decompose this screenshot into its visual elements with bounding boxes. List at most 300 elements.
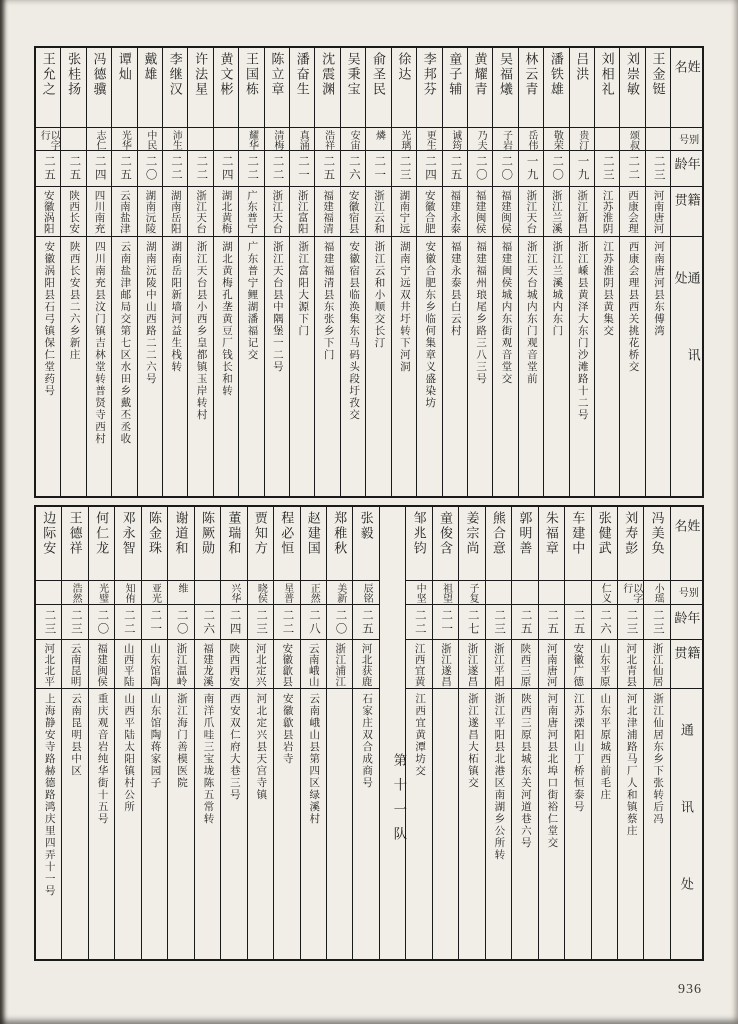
- person-age: 二一: [149, 609, 162, 636]
- header-native-cell: [671, 187, 702, 237]
- person-native-place: 福建闽侯: [474, 190, 486, 234]
- header-name-label: 姓名: [672, 519, 701, 562]
- person-name: 林云青: [523, 52, 539, 97]
- person-alias: 仁义: [599, 583, 611, 603]
- name-cell: [366, 48, 390, 128]
- person-address: 云南盐津邮局交第七区水田乡戴丕丞收: [119, 241, 131, 445]
- age-cell: [620, 151, 644, 187]
- address-cell: [36, 689, 61, 959]
- native-place-cell: [493, 187, 517, 237]
- header-age-label: 年龄: [672, 611, 701, 631]
- person-alias: 子复: [466, 583, 478, 603]
- person-alias: 乃夫: [475, 130, 487, 150]
- alias-cell: [115, 581, 140, 605]
- person-column: [264, 48, 289, 496]
- person-address: 湖南沅陵中山西路二二六号: [144, 241, 156, 385]
- address-cell: [265, 237, 289, 496]
- name-cell: [406, 507, 431, 581]
- person-column: [300, 507, 326, 959]
- age-cell: [195, 605, 220, 640]
- person-name: 张毅: [358, 511, 374, 541]
- name-cell: [115, 507, 140, 581]
- address-cell: [112, 237, 136, 496]
- person-age: 二〇: [334, 609, 347, 636]
- person-alias: 燐: [373, 130, 385, 140]
- name-cell: [36, 48, 60, 128]
- person-name: 刘寿彭: [623, 511, 639, 556]
- person-name: 郑稚秋: [332, 511, 348, 556]
- alias-cell: [353, 581, 378, 605]
- alias-cell: [315, 128, 339, 151]
- group-divider: [379, 507, 405, 959]
- native-place-cell: [539, 640, 564, 689]
- age-cell: [301, 605, 326, 640]
- person-age: 二二: [122, 609, 135, 636]
- person-name: 邓永智: [120, 511, 136, 556]
- person-native-place: 福建永泰: [449, 190, 461, 234]
- alias-cell: [565, 581, 590, 605]
- person-native-place: 陕西长安: [68, 190, 80, 234]
- person-name: 吴福爔: [498, 52, 514, 97]
- person-age: 二三: [625, 609, 638, 636]
- person-address: 福建福州琅尾乡路三八三号: [475, 241, 487, 385]
- native-place-cell: [188, 187, 212, 237]
- person-column: [162, 48, 187, 496]
- person-name: 黄耀青: [472, 52, 488, 97]
- native-place-cell: [239, 187, 263, 237]
- person-name: 贾知方: [252, 511, 268, 556]
- person-address: 浙江天台县中隅堡一二号: [271, 241, 283, 373]
- age-cell: [592, 605, 617, 640]
- person-native-place: 河南唐河: [545, 643, 557, 687]
- address-cell: [248, 689, 273, 959]
- person-column: [247, 507, 273, 959]
- name-cell: [188, 48, 212, 128]
- age-cell: [290, 151, 314, 187]
- person-column: [187, 48, 212, 496]
- name-cell: [239, 48, 263, 128]
- person-column: [538, 507, 564, 959]
- person-alias: 颂叔: [627, 130, 639, 150]
- age-cell: [62, 605, 87, 640]
- person-column: [114, 507, 140, 959]
- person-alias: 辰铭: [361, 583, 373, 603]
- age-cell: [486, 605, 511, 640]
- native-place-cell: [519, 187, 543, 237]
- person-native-place: 云南峨山: [307, 643, 319, 687]
- name-cell: [248, 507, 273, 581]
- name-cell: [493, 48, 517, 128]
- person-column: [111, 48, 136, 496]
- age-cell: [565, 605, 590, 640]
- person-alias: 光璧: [96, 583, 108, 603]
- person-age: 二五: [546, 609, 559, 636]
- header-native-label: 籍贯: [672, 646, 701, 674]
- native-place-cell: [36, 187, 60, 237]
- name-cell: [519, 48, 543, 128]
- address-cell: [221, 689, 246, 959]
- address-cell: [618, 689, 643, 959]
- name-cell: [539, 507, 564, 581]
- address-cell: [327, 689, 352, 959]
- header-age-label: 年龄: [672, 157, 701, 177]
- native-place-cell: [89, 640, 114, 689]
- address-cell: [486, 689, 511, 959]
- age-cell: [168, 605, 193, 640]
- address-cell: [89, 689, 114, 959]
- person-name: 沈震渊: [320, 52, 336, 97]
- alias-cell: [168, 581, 193, 605]
- person-native-place: 江苏淮阴: [601, 190, 613, 234]
- address-cell: [493, 237, 517, 496]
- native-place-cell: [443, 187, 467, 237]
- header-alias-cell: [671, 581, 702, 605]
- header-age-cell: [671, 605, 702, 640]
- person-name: 刘相礼: [599, 52, 615, 97]
- native-place-cell: [644, 640, 669, 689]
- person-name: 徐达: [396, 52, 412, 82]
- address-cell: [115, 689, 140, 959]
- person-name: 童子辅: [447, 52, 463, 97]
- person-column: [543, 48, 568, 496]
- person-name: 许法星: [193, 52, 209, 97]
- native-place-cell: [142, 640, 167, 689]
- person-column: [594, 48, 619, 496]
- person-native-place: 陕西西安: [228, 643, 240, 687]
- person-address: 福建福清县东张乡下门: [322, 241, 334, 361]
- person-alias: 光璃: [398, 130, 410, 150]
- address-cell: [188, 237, 212, 496]
- person-address: 广东普宁鲤湖潘福记交: [246, 241, 258, 361]
- person-address: 石家庄双合成商号: [361, 693, 373, 789]
- alias-cell: [221, 581, 246, 605]
- person-name: 朱福章: [543, 511, 559, 556]
- person-name: 边际安: [41, 511, 57, 556]
- person-native-place: 浙江天台: [525, 190, 537, 234]
- header-name-cell: [671, 48, 702, 128]
- person-name: 谭灿: [116, 52, 132, 82]
- person-alias: 真涌: [297, 130, 309, 150]
- person-age: 二六: [598, 609, 611, 636]
- alias-cell: [274, 581, 299, 605]
- header-native-cell: [671, 640, 702, 689]
- person-name: 何仁龙: [94, 511, 110, 556]
- person-native-place: 山东馆陶: [149, 643, 161, 687]
- person-alias: 浩然: [70, 583, 82, 603]
- age-cell: [618, 605, 643, 640]
- person-address: 南洋爪哇三宝垅陈五常转: [202, 693, 214, 825]
- person-alias: 知侑: [123, 583, 135, 603]
- name-cell: [327, 507, 352, 581]
- person-column: [137, 48, 162, 496]
- person-address: 浙江天台城内东门观音堂前: [525, 241, 537, 385]
- person-address: 浙江海门善模医院: [175, 693, 187, 789]
- person-name: 程必恒: [279, 511, 295, 556]
- native-place-cell: [595, 187, 619, 237]
- person-column: [167, 507, 193, 959]
- alias-cell: [570, 128, 594, 151]
- native-place-cell: [565, 640, 590, 689]
- age-cell: [392, 151, 416, 187]
- person-name: 刘崇敏: [625, 52, 641, 97]
- native-place-cell: [290, 187, 314, 237]
- person-address: 安徽涡阳县石弓镇保仁堂药号: [43, 241, 55, 397]
- name-cell: [315, 48, 339, 128]
- address-cell: [366, 237, 390, 496]
- page-number: 936: [678, 982, 702, 997]
- name-cell: [341, 48, 365, 128]
- alias-cell: [142, 581, 167, 605]
- header-alias-cell: [671, 128, 702, 151]
- age-cell: [468, 151, 492, 187]
- name-cell: [36, 507, 61, 581]
- native-place-cell: [392, 187, 416, 237]
- age-cell: [406, 605, 431, 640]
- person-native-place: 浙江新昌: [576, 190, 588, 234]
- address-cell: [392, 237, 416, 496]
- header-address-cell: [671, 237, 702, 496]
- person-age: 二三: [398, 155, 411, 182]
- alias-cell: [443, 128, 467, 151]
- person-native-place: 河北北平: [43, 643, 55, 687]
- person-age: 二七: [466, 609, 479, 636]
- address-cell: [539, 689, 564, 959]
- name-cell: [544, 48, 568, 128]
- age-cell: [188, 151, 212, 187]
- address-cell: [468, 237, 492, 496]
- age-cell: [512, 605, 537, 640]
- person-address: 浙江嵊县黄泽大东门沙滩路十二号: [576, 241, 588, 421]
- age-cell: [443, 151, 467, 187]
- name-cell: [392, 48, 416, 128]
- native-place-cell: [265, 187, 289, 237]
- alias-cell: [544, 128, 568, 151]
- alias-cell: [392, 128, 416, 151]
- name-cell: [163, 48, 187, 128]
- person-age: 二三: [69, 609, 82, 636]
- person-age: 二二: [413, 609, 426, 636]
- person-address: 重庆观音岩纯华街十五号: [96, 693, 108, 825]
- person-column: [617, 507, 643, 959]
- native-place-cell: [112, 187, 136, 237]
- person-native-place: 浙江云和: [372, 190, 384, 234]
- alias-cell: [301, 581, 326, 605]
- age-cell: [239, 151, 263, 187]
- person-address: 福建闽侯城内东街观音堂交: [500, 241, 512, 385]
- person-name: 陈厥勋: [199, 511, 215, 556]
- person-age: 二八: [308, 609, 320, 636]
- person-age: 二二: [169, 155, 182, 182]
- alias-cell: [539, 581, 564, 605]
- age-cell: [644, 605, 669, 640]
- native-place-cell: [163, 187, 187, 237]
- alias-cell: [493, 128, 517, 151]
- native-place-cell: [353, 640, 378, 689]
- person-alias: 中坚: [414, 583, 426, 603]
- name-cell: [592, 507, 617, 581]
- person-column: [273, 507, 299, 959]
- native-place-cell: [544, 187, 568, 237]
- header-name-label: 姓名: [672, 60, 701, 103]
- person-address: 江西宜黄潭坊交: [414, 693, 426, 777]
- native-place-cell: [341, 187, 365, 237]
- person-age: 二〇: [500, 155, 513, 182]
- person-native-place: 浙江富阳: [296, 190, 308, 234]
- native-place-cell: [570, 187, 594, 237]
- person-age: 二五: [572, 609, 585, 636]
- address-cell: [570, 237, 594, 496]
- person-native-place: 湖南沅陵: [144, 190, 156, 234]
- native-place-cell: [327, 640, 352, 689]
- address-cell: [290, 237, 314, 496]
- name-cell: [565, 507, 590, 581]
- name-cell: [301, 507, 326, 581]
- address-cell: [433, 689, 458, 959]
- person-address: 安徽合肥东乡临何集章义盛染坊: [424, 241, 436, 409]
- person-address: 河南唐河县东傅湾: [652, 241, 664, 337]
- person-name: 熊合意: [490, 511, 506, 556]
- person-age: 二四: [93, 155, 106, 182]
- person-address: 湖南岳阳新墙河益生栈转: [170, 241, 182, 373]
- group-divider-label: 第十一队: [391, 753, 407, 851]
- person-address: 浙江仙居东乡下张转后冯: [652, 693, 664, 825]
- header-column: [670, 48, 702, 496]
- person-address: 陕西三原县城东关河道巷六号: [519, 693, 531, 849]
- person-name: 王德祥: [67, 511, 83, 556]
- person-address: 浙江天台县小西乡皇都镇玉岸转村: [195, 241, 207, 421]
- native-place-cell: [138, 187, 162, 237]
- person-name: 陈金珠: [147, 511, 163, 556]
- native-place-cell: [61, 187, 85, 237]
- age-cell: [221, 605, 246, 640]
- name-cell: [417, 48, 441, 128]
- person-column: [36, 507, 61, 959]
- alias-cell: [341, 128, 365, 151]
- alias-cell: [618, 581, 643, 605]
- person-age: 二四: [220, 155, 233, 182]
- alias-cell: [486, 581, 511, 605]
- person-column: [619, 48, 644, 496]
- person-alias: 沛生: [170, 130, 182, 150]
- person-native-place: 浙江天台: [195, 190, 207, 234]
- name-cell: [138, 48, 162, 128]
- age-cell: [163, 151, 187, 187]
- person-column: [238, 48, 263, 496]
- person-column: [645, 48, 670, 496]
- person-native-place: 西康会理: [627, 190, 639, 234]
- native-place-cell: [195, 640, 220, 689]
- person-native-place: 浙江天台: [271, 190, 283, 234]
- age-cell: [570, 151, 594, 187]
- alias-cell: [36, 128, 60, 151]
- address-cell: [544, 237, 568, 496]
- address-cell: [239, 237, 263, 496]
- age-cell: [36, 151, 60, 187]
- person-alias: 志仁: [94, 130, 106, 150]
- person-alias: 祖望: [440, 583, 452, 603]
- header-address-label: 通讯处: [678, 723, 694, 954]
- age-cell: [433, 605, 458, 640]
- address-cell: [620, 237, 644, 496]
- address-cell: [565, 689, 590, 959]
- person-native-place: 安徽宿县: [347, 190, 359, 234]
- person-alias: 贵汀: [576, 130, 588, 150]
- person-name: 赵建国: [305, 511, 321, 556]
- person-name: 谢道和: [173, 511, 189, 556]
- person-address: 山东馆陶蒋家园子: [149, 693, 161, 789]
- person-column: [458, 507, 484, 959]
- person-address: 浙江富阳大源下门: [297, 241, 309, 337]
- person-name: 吴秉宝: [345, 52, 361, 97]
- age-cell: [417, 151, 441, 187]
- address-cell: [459, 689, 484, 959]
- name-cell: [221, 507, 246, 581]
- age-cell: [142, 605, 167, 640]
- address-cell: [195, 689, 220, 959]
- address-cell: [214, 237, 238, 496]
- address-cell: [341, 237, 365, 496]
- age-cell: [595, 151, 619, 187]
- person-age: 二三: [601, 155, 614, 182]
- person-name: 李邦芬: [421, 52, 437, 97]
- name-cell: [570, 48, 594, 128]
- person-column: [352, 507, 378, 959]
- age-cell: [265, 151, 289, 187]
- native-place-cell: [274, 640, 299, 689]
- person-address: 云南昆明县中区: [70, 693, 82, 777]
- native-place-cell: [620, 187, 644, 237]
- person-name: 王允之: [40, 52, 56, 97]
- person-name: 陈立章: [269, 52, 285, 97]
- alias-cell: [459, 581, 484, 605]
- person-age: 二〇: [551, 155, 564, 182]
- age-cell: [539, 605, 564, 640]
- alias-cell: [327, 581, 352, 605]
- person-native-place: 云南昆明: [69, 643, 81, 687]
- person-age: 二四: [424, 155, 437, 182]
- person-native-place: 江西宜黄: [413, 643, 425, 687]
- alias-cell: [195, 581, 220, 605]
- alias-cell: [417, 128, 441, 151]
- person-age: 二三: [493, 609, 506, 636]
- person-native-place: 福建闽侯: [96, 643, 108, 687]
- person-column: [511, 507, 537, 959]
- native-place-cell: [592, 640, 617, 689]
- person-column: [492, 48, 517, 496]
- person-address: 河南唐河县北埠口街裕仁堂交: [546, 693, 558, 849]
- person-native-place: 湖北黄梅: [220, 190, 232, 234]
- person-age: 二〇: [96, 609, 109, 636]
- person-name: 姜宗尚: [464, 511, 480, 556]
- name-cell: [62, 507, 87, 581]
- person-column: [569, 48, 594, 496]
- header-alias-label: 别号: [676, 134, 698, 145]
- person-address: 浙江兰溪城内东门: [551, 241, 563, 337]
- person-address: 西安双仁府大巷三号: [228, 693, 240, 801]
- person-address: 福建永泰县白云村: [449, 241, 461, 337]
- age-cell: [341, 151, 365, 187]
- person-name: 郭明善: [517, 511, 533, 556]
- alias-cell: [214, 128, 238, 151]
- native-place-cell: [512, 640, 537, 689]
- alias-cell: [290, 128, 314, 151]
- name-cell: [87, 48, 111, 128]
- person-age: 二〇: [144, 155, 157, 182]
- name-cell: [265, 48, 289, 128]
- person-name: 张健武: [596, 511, 612, 556]
- native-place-cell: [618, 640, 643, 689]
- person-age: 二三: [255, 609, 268, 636]
